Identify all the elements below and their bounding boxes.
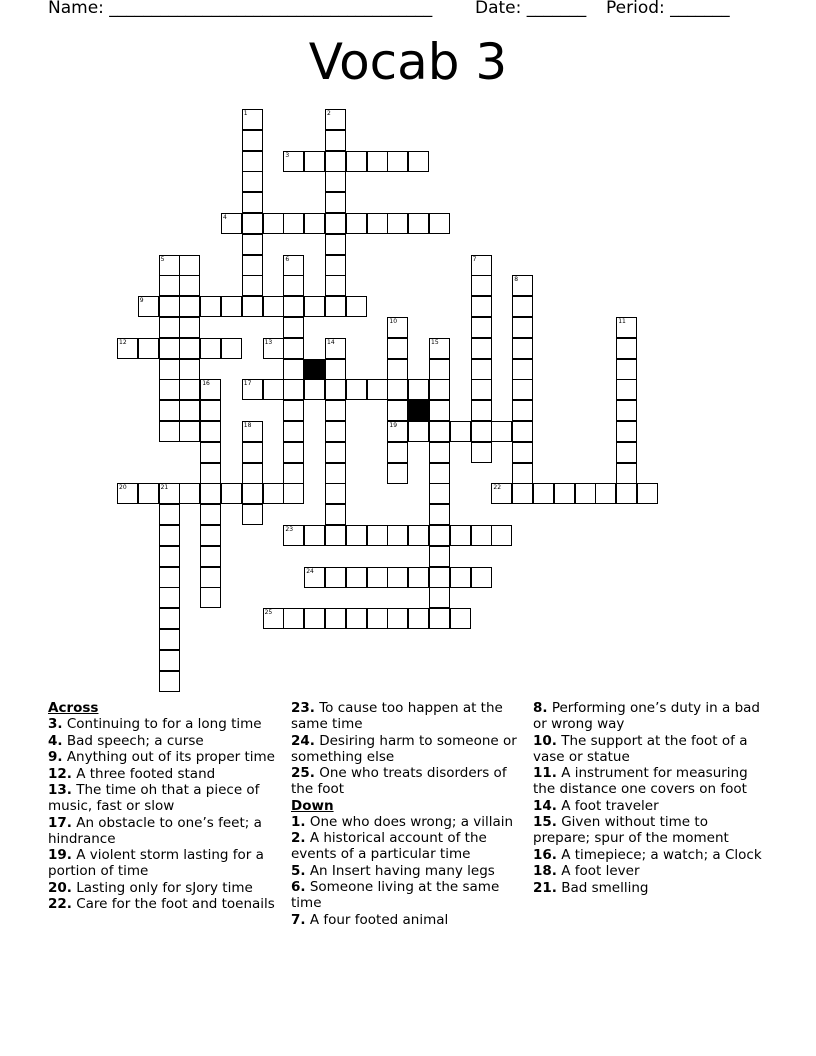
grid-cell[interactable] [408,567,429,588]
across-clue: 22. Care for the foot and toenails [48,896,275,912]
grid-cell[interactable] [242,255,263,276]
grid-cell[interactable] [159,504,180,525]
grid-cell[interactable] [325,504,346,525]
grid-cell[interactable] [575,483,596,504]
grid-cell[interactable] [429,400,450,421]
grid-cell[interactable] [242,213,263,234]
grid-cell[interactable] [429,504,450,525]
cell-number: 11 [618,318,626,325]
grid-cell[interactable] [283,379,304,400]
grid-cell[interactable] [429,587,450,608]
grid-cell[interactable] [616,359,637,380]
grid-cell[interactable] [616,338,637,359]
grid-cell[interactable] [637,483,658,504]
grid-cell[interactable] [200,587,221,608]
grid-cell[interactable] [346,525,367,546]
grid-cell[interactable] [159,338,180,359]
grid-cell[interactable] [283,359,304,380]
across-clue: 25. One who treats disorders of the foot [291,765,507,797]
grid-cell[interactable] [283,317,304,338]
grid-cell[interactable] [263,338,284,359]
grid-cell[interactable] [512,463,533,484]
grid-cell[interactable] [325,171,346,192]
clues-column-1 [48,700,280,913]
grid-cell[interactable] [387,463,408,484]
grid-cell[interactable] [159,275,180,296]
grid-cell[interactable] [159,483,180,504]
grid-cell[interactable] [200,421,221,442]
grid-cell[interactable] [512,442,533,463]
cell-number: 19 [389,422,398,429]
grid-cell[interactable] [242,192,263,213]
across-clue-list [48,716,280,912]
date-field[interactable]: Date: _______ [475,0,587,18]
grid-cell[interactable] [179,338,200,359]
black-cell [408,400,429,421]
grid-cell[interactable] [367,213,388,234]
grid-cell[interactable] [429,442,450,463]
grid-cell[interactable] [408,151,429,172]
across-clue: 13. The time oh that a piece of music, fast or slow [48,782,260,814]
cell-number: 16 [202,380,210,388]
across-clue: 3. Continuing to for a long time [48,716,262,732]
cell-number: 3 [285,151,290,159]
grid-cell[interactable] [221,213,242,234]
grid-cell[interactable] [200,504,221,525]
down-clue: 15. Given without time to prepare; spur of the moment [533,814,729,846]
grid-cell[interactable] [200,483,221,504]
grid-cell[interactable] [325,608,346,629]
grid-cell[interactable] [450,421,471,442]
grid-cell[interactable] [283,483,304,504]
cell-number: 1 [243,110,248,117]
grid-cell[interactable] [200,442,221,463]
grid-cell[interactable] [304,213,325,234]
across-clue: 20. Lasting only for sJory time [48,879,253,896]
grid-cell[interactable] [512,421,533,442]
grid-cell[interactable] [471,421,492,442]
grid-cell[interactable] [138,483,159,504]
grid-cell[interactable] [159,587,180,608]
grid-cell[interactable] [242,234,263,255]
grid-cell[interactable] [200,463,221,484]
grid-cell[interactable] [346,296,367,317]
grid-cell[interactable] [325,421,346,442]
grid-cell[interactable] [408,421,429,442]
grid-cell[interactable] [263,608,284,629]
grid-cell[interactable] [304,525,325,546]
grid-cell[interactable] [429,525,450,546]
grid-cell[interactable] [429,421,450,442]
grid-cell[interactable] [512,379,533,400]
grid-cell[interactable] [159,400,180,421]
grid-cell[interactable] [429,608,450,629]
grid-cell[interactable] [471,400,492,421]
grid-cell[interactable] [450,567,471,588]
down-clue: 1. One who does wrong; a villain [291,813,514,830]
grid-cell[interactable] [325,567,346,588]
grid-cell[interactable] [179,400,200,421]
down-clue: 6. Someone living at the same time [291,879,500,911]
grid-cell[interactable] [242,463,263,484]
grid-cell[interactable] [304,151,325,172]
grid-cell[interactable] [179,359,200,380]
across-clue: 4. Bad speech; a curse [48,732,204,749]
grid-cell[interactable] [616,379,637,400]
grid-cell[interactable] [159,317,180,338]
grid-cell[interactable] [595,483,616,504]
grid-cell[interactable] [408,525,429,546]
across-clue: 23. To cause too happen at the same time [291,700,503,732]
black-cell [304,359,325,380]
grid-cell[interactable] [616,442,637,463]
grid-cell[interactable] [325,400,346,421]
grid-cell[interactable] [367,379,388,400]
grid-cell[interactable] [325,338,346,359]
cell-number: 13 [264,338,273,346]
grid-cell[interactable] [387,442,408,463]
grid-cell[interactable] [429,338,450,359]
grid-cell[interactable] [283,442,304,463]
cell-number: 6 [285,255,290,263]
across-clue: 17. An obstacle to one’s feet; a hindrance [48,814,262,847]
grid-cell[interactable] [387,525,408,546]
cell-number: 4 [223,214,227,221]
grid-cell[interactable] [387,213,408,234]
cell-number: 24 [306,567,314,575]
grid-cell[interactable] [450,608,471,629]
grid-cell[interactable] [325,255,346,276]
grid-cell[interactable] [325,130,346,151]
grid-cell[interactable] [159,525,180,546]
grid-cell[interactable] [471,317,492,338]
grid-cell[interactable] [346,379,367,400]
grid-cell[interactable] [283,608,304,629]
grid-cell[interactable] [367,608,388,629]
grid-cell[interactable] [221,296,242,317]
grid-cell[interactable] [450,525,471,546]
down-clue: 8. Performing one’s duty in a bad or wrong way [533,700,760,732]
grid-cell[interactable] [200,338,221,359]
grid-cell[interactable] [512,275,533,296]
cell-number: 15 [431,338,439,346]
grid-cell[interactable] [283,338,304,359]
cell-number: 21 [160,484,169,492]
grid-cell[interactable] [387,379,408,400]
grid-cell[interactable] [325,151,346,172]
grid-cell[interactable] [429,359,450,380]
grid-cell[interactable] [159,546,180,567]
grid-cell[interactable] [242,421,263,442]
grid-cell[interactable] [554,483,575,504]
cell-number: 2 [327,110,331,117]
page-title: Vocab 3 [308,33,508,91]
grid-cell[interactable] [283,255,304,276]
grid-cell[interactable] [304,379,325,400]
down-clue: 2. A historical account of the events of a particular time [291,830,487,862]
grid-cell[interactable] [200,296,221,317]
cell-number: 14 [327,338,335,346]
cell-number: 5 [160,255,165,263]
grid-cell[interactable] [221,338,242,359]
grid-cell[interactable] [325,463,346,484]
down-clue: 16. A timepiece; a watch; a Clock [533,846,762,863]
down-clue: 18. A foot lever [533,863,640,879]
grid-cell[interactable] [346,151,367,172]
grid-cell[interactable] [242,151,263,172]
grid-cell[interactable] [325,379,346,400]
grid-cell[interactable] [159,671,180,692]
grid-cell[interactable] [242,130,263,151]
grid-cell[interactable] [263,296,284,317]
grid-cell[interactable] [200,379,221,400]
grid-cell[interactable] [512,483,533,504]
grid-cell[interactable] [325,213,346,234]
grid-cell[interactable] [325,192,346,213]
grid-cell[interactable] [491,525,512,546]
grid-cell[interactable] [616,421,637,442]
grid-cell[interactable] [179,421,200,442]
grid-cell[interactable] [200,567,221,588]
grid-cell[interactable] [179,483,200,504]
grid-cell[interactable] [179,255,200,276]
cell-number: 22 [493,484,502,492]
grid-cell[interactable] [159,255,180,276]
grid-cell[interactable] [117,338,138,359]
grid-cell[interactable] [263,483,284,504]
across-clue: 9. Anything out of its proper time [48,749,275,765]
grid-cell[interactable] [471,296,492,317]
grid-cell[interactable] [533,483,554,504]
grid-cell[interactable] [263,379,284,400]
across-clue: 12. A three footed stand [48,765,216,782]
cell-number: 8 [514,276,519,284]
grid-cell[interactable] [325,109,346,130]
grid-cell[interactable] [159,650,180,671]
clues-column-3 [533,700,765,896]
grid-cell[interactable] [491,421,512,442]
across-clue: 19. A violent storm lasting for a portion of time [48,847,264,879]
grid-cell[interactable] [179,317,200,338]
grid-cell[interactable] [242,504,263,525]
grid-cell[interactable] [159,629,180,650]
grid-cell[interactable] [387,317,408,338]
cell-number: 25 [264,609,273,617]
grid-cell[interactable] [200,525,221,546]
grid-cell[interactable] [387,567,408,588]
grid-cell[interactable] [616,483,637,504]
grid-cell[interactable] [242,442,263,463]
grid-cell[interactable] [471,275,492,296]
grid-cell[interactable] [367,151,388,172]
grid-cell[interactable] [283,151,304,172]
grid-cell[interactable] [429,463,450,484]
grid-cell[interactable] [325,275,346,296]
grid-cell[interactable] [471,359,492,380]
grid-cell[interactable] [408,379,429,400]
grid-cell[interactable] [512,317,533,338]
grid-cell[interactable] [159,567,180,588]
down-clue: 14. A foot traveler [533,797,659,814]
period-field[interactable]: Period: _______ [606,0,730,18]
grid-cell[interactable] [429,546,450,567]
name-field[interactable]: Name: ______________________________________ [48,0,433,18]
cell-number: 20 [119,484,127,492]
grid-cell[interactable] [283,213,304,234]
grid-cell[interactable] [138,338,159,359]
grid-cell[interactable] [367,567,388,588]
grid-cell[interactable] [387,151,408,172]
cell-number: 7 [472,255,477,263]
grid-cell[interactable] [242,171,263,192]
down-clue: 7. A four footed animal [291,911,449,928]
grid-cell[interactable] [429,567,450,588]
cell-number: 10 [389,318,398,325]
grid-cell[interactable] [325,296,346,317]
grid-cell[interactable] [242,483,263,504]
grid-cell[interactable] [283,400,304,421]
down-heading: Down [291,797,334,814]
grid-cell[interactable] [471,379,492,400]
down-clue-list-continued [533,700,765,896]
grid-cell[interactable] [325,359,346,380]
grid-cell[interactable] [304,608,325,629]
grid-cell[interactable] [429,213,450,234]
grid-cell[interactable] [408,213,429,234]
grid-cell[interactable] [512,338,533,359]
cell-number: 18 [243,422,252,429]
grid-cell[interactable] [117,483,138,504]
down-clue-list [291,814,523,928]
grid-cell[interactable] [387,338,408,359]
grid-cell[interactable] [616,400,637,421]
grid-cell[interactable] [221,483,242,504]
grid-cell[interactable] [159,296,180,317]
grid-cell[interactable] [179,379,200,400]
cell-number: 9 [139,297,144,305]
grid-cell[interactable] [346,213,367,234]
grid-cell[interactable] [138,296,159,317]
grid-cell[interactable] [325,234,346,255]
across-heading: Across [48,700,99,716]
grid-cell[interactable] [179,275,200,296]
down-clue: 21. Bad smelling [533,879,649,896]
grid-cell[interactable] [242,275,263,296]
grid-cell[interactable] [283,463,304,484]
grid-cell[interactable] [429,483,450,504]
grid-cell[interactable] [471,255,492,276]
grid-cell[interactable] [325,525,346,546]
grid-cell[interactable] [159,359,180,380]
cell-number: 17 [243,380,252,388]
grid-cell[interactable] [179,296,200,317]
grid-cell[interactable] [200,400,221,421]
down-clue: 11. A instrument for measuring the distance one covers on foot [533,765,748,797]
down-clue: 5. An Insert having many legs [291,862,495,879]
grid-cell[interactable] [491,483,512,504]
grid-cell[interactable] [367,525,388,546]
cell-number: 23 [285,526,294,533]
grid-cell[interactable] [387,400,408,421]
grid-cell[interactable] [283,525,304,546]
grid-cell[interactable] [159,421,180,442]
grid-cell[interactable] [616,317,637,338]
down-clue: 10. The support at the foot of a vase or statue [533,732,748,765]
grid-cell[interactable] [304,296,325,317]
grid-cell[interactable] [346,567,367,588]
grid-cell[interactable] [263,213,284,234]
grid-cell[interactable] [283,296,304,317]
grid-cell[interactable] [387,608,408,629]
grid-cell[interactable] [159,608,180,629]
grid-cell[interactable] [200,546,221,567]
grid-cell[interactable] [242,296,263,317]
grid-cell[interactable] [471,442,492,463]
grid-cell[interactable] [283,275,304,296]
grid-cell[interactable] [471,338,492,359]
grid-cell[interactable] [387,421,408,442]
grid-cell[interactable] [387,359,408,380]
across-clue: 24. Desiring harm to someone or something else [291,732,517,765]
grid-cell[interactable] [346,608,367,629]
grid-cell[interactable] [325,442,346,463]
grid-cell[interactable] [512,359,533,380]
clues-column-2 [291,700,523,928]
grid-cell[interactable] [429,379,450,400]
grid-cell[interactable] [242,379,263,400]
grid-cell[interactable] [471,525,492,546]
grid-cell[interactable] [512,400,533,421]
grid-cell[interactable] [304,567,325,588]
cell-number: 12 [119,338,127,346]
across-clue-list-continued [291,700,523,797]
grid-cell[interactable] [512,296,533,317]
grid-cell[interactable] [616,463,637,484]
grid-cell[interactable] [325,483,346,504]
grid-cell[interactable] [408,608,429,629]
grid-cell[interactable] [159,379,180,400]
grid-cell[interactable] [242,109,263,130]
grid-cell[interactable] [471,567,492,588]
grid-cell[interactable] [283,421,304,442]
